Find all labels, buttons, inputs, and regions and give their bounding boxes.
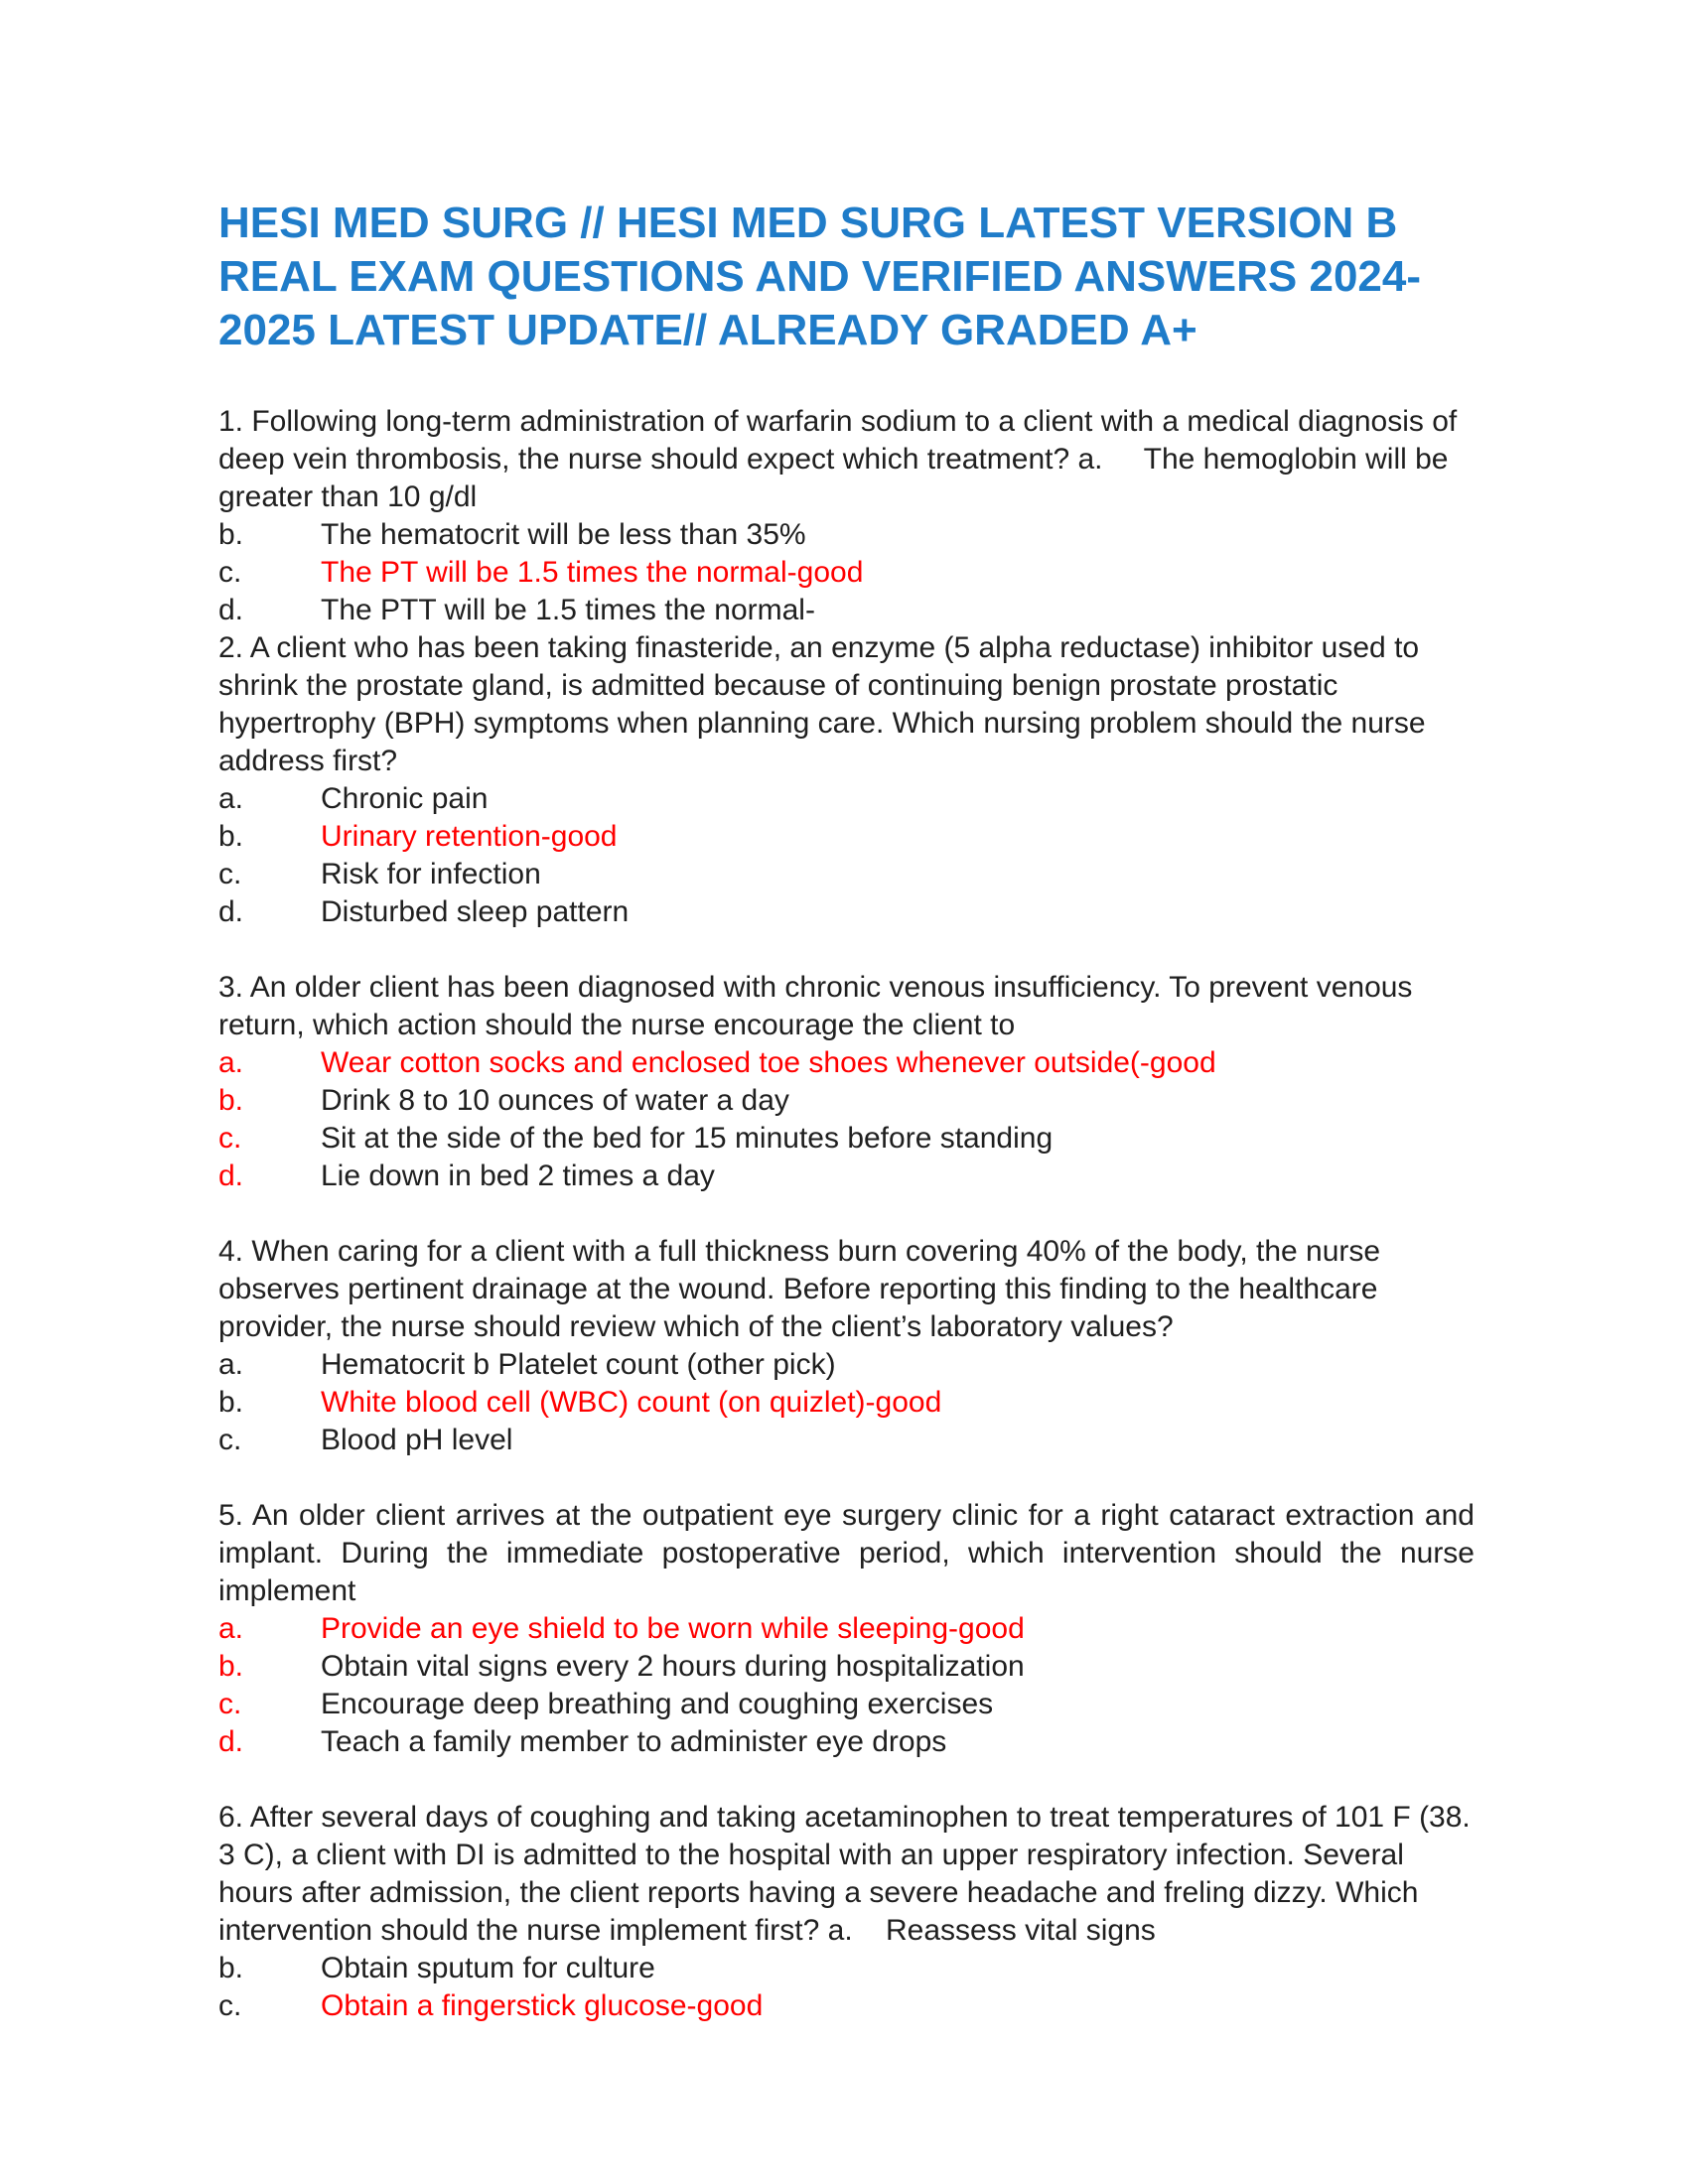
question-stem: 2. A client who has been taking finasteride, an enzyme (5 alpha reductase) inhibitor used to shrink the prostate gland, is admitted because of continuing benign prostate prostatic hypertrophy (BPH) symptoms when planning care. Which nursing problem should the nurse address first? bbox=[218, 631, 1426, 777]
option-text: Obtain sputum for culture bbox=[321, 1952, 655, 1984]
option-text: Risk for infection bbox=[321, 858, 541, 890]
option-letter: b. bbox=[218, 1650, 244, 1683]
option-letter: d. bbox=[218, 1725, 244, 1758]
question-stem: 5. An older client arrives at the outpatient eye surgery clinic for a right cataract extraction and implant. During the immediate postoperative period, which intervention should the nurse implement bbox=[218, 1499, 1475, 1607]
option-text: Hematocrit b Platelet count (other pick) bbox=[321, 1348, 836, 1381]
answer-option-row bbox=[218, 1384, 1475, 1422]
question-block bbox=[218, 969, 1475, 1195]
option-text: Blood pH level bbox=[321, 1424, 513, 1456]
option-letter: a. bbox=[218, 1348, 244, 1381]
answer-option-row bbox=[218, 554, 1475, 592]
option-text: Lie down in bed 2 times a day bbox=[321, 1160, 715, 1192]
question-stem: 3. An older client has been diagnosed with chronic venous insufficiency. To prevent venous return, which action should the nurse encourage the client to bbox=[218, 971, 1413, 1041]
option-letter: c. bbox=[218, 1122, 242, 1155]
question-block bbox=[218, 1233, 1475, 1459]
option-text: Disturbed sleep pattern bbox=[321, 895, 630, 928]
answer-option-row bbox=[218, 592, 1475, 629]
option-letter: b. bbox=[218, 518, 244, 551]
answer-option-row bbox=[218, 1648, 1475, 1686]
option-text: Obtain a fingerstick glucose-good bbox=[321, 1989, 764, 2022]
option-text: Provide an eye shield to be worn while sleeping-good bbox=[321, 1612, 1025, 1645]
option-letter: a. bbox=[218, 1612, 244, 1645]
option-letter: b. bbox=[218, 1084, 244, 1117]
option-text: Encourage deep breathing and coughing exercises bbox=[321, 1688, 994, 1720]
answer-option-row bbox=[218, 1610, 1475, 1648]
question-stem: 1. Following long-term administration of warfarin sodium to a client with a medical diagnosis of deep vein thrombosis, the nurse should expect which treatment? a. The hemoglobin will be greater than 10 g/dl bbox=[218, 405, 1458, 513]
answer-option-row bbox=[218, 516, 1475, 554]
question-list bbox=[218, 403, 1475, 2025]
option-letter: b. bbox=[218, 1386, 244, 1419]
question-block bbox=[218, 1497, 1475, 1761]
option-text: Chronic pain bbox=[321, 782, 489, 815]
question-block bbox=[218, 403, 1475, 629]
option-letter: c. bbox=[218, 1688, 242, 1720]
answer-option-row bbox=[218, 856, 1475, 893]
answer-option-row bbox=[218, 1950, 1475, 1987]
answer-option-row bbox=[218, 1346, 1475, 1384]
option-text: White blood cell (WBC) count (on quizlet)-good bbox=[321, 1386, 942, 1419]
answer-option-row bbox=[218, 1987, 1475, 2025]
option-letter: c. bbox=[218, 858, 242, 890]
option-text: The PTT will be 1.5 times the normal- bbox=[321, 594, 815, 626]
question-stem: 6. After several days of coughing and taking acetaminophen to treat temperatures of 101 F (38. 3 C), a client with DI is admitted to the hospital with an upper respiratory infection. Several hours after admission, the client reports having a severe headache and freling dizzy. Which intervention should the nurse implement first? a. Reassess vital signs bbox=[218, 1801, 1471, 1947]
option-letter: d. bbox=[218, 594, 244, 626]
answer-option-row bbox=[218, 1158, 1475, 1195]
option-letter: d. bbox=[218, 895, 244, 928]
option-text: Urinary retention-good bbox=[321, 820, 618, 853]
question-stem: 4. When caring for a client with a full thickness burn covering 40% of the body, the nurse observes pertinent drainage at the wound. Before reporting this finding to the healthcare provider, the nurse should review which of the client’s laboratory values? bbox=[218, 1235, 1381, 1343]
question-block bbox=[218, 1799, 1475, 2025]
option-letter: b. bbox=[218, 820, 244, 853]
option-letter: c. bbox=[218, 556, 242, 589]
question-block bbox=[218, 629, 1475, 931]
option-letter: d. bbox=[218, 1160, 244, 1192]
answer-option-row bbox=[218, 1723, 1475, 1761]
answer-option-row bbox=[218, 780, 1475, 818]
answer-option-row bbox=[218, 1686, 1475, 1723]
option-text: Sit at the side of the bed for 15 minutes before standing bbox=[321, 1122, 1054, 1155]
option-text: Teach a family member to administer eye drops bbox=[321, 1725, 947, 1758]
option-letter: a. bbox=[218, 782, 244, 815]
option-text: Obtain vital signs every 2 hours during hospitalization bbox=[321, 1650, 1025, 1683]
answer-option-row bbox=[218, 818, 1475, 856]
option-letter: c. bbox=[218, 1424, 242, 1456]
answer-option-row bbox=[218, 1422, 1475, 1459]
option-letter: c. bbox=[218, 1989, 242, 2022]
option-text: Wear cotton socks and enclosed toe shoes whenever outside(-good bbox=[321, 1046, 1216, 1079]
answer-option-row bbox=[218, 1082, 1475, 1120]
answer-option-row bbox=[218, 1044, 1475, 1082]
answer-option-row bbox=[218, 893, 1475, 931]
option-text: The PT will be 1.5 times the normal-good bbox=[321, 556, 864, 589]
option-letter: a. bbox=[218, 1046, 244, 1079]
option-text: Drink 8 to 10 ounces of water a day bbox=[321, 1084, 789, 1117]
option-letter: b. bbox=[218, 1952, 244, 1984]
option-text: The hematocrit will be less than 35% bbox=[321, 518, 806, 551]
document-title: HESI MED SURG // HESI MED SURG LATEST VERSION B REAL EXAM QUESTIONS AND VERIFIED ANSWERS 2024-2025 LATEST UPDATE// ALREADY GRADED A+ bbox=[218, 199, 1422, 354]
answer-option-row bbox=[218, 1120, 1475, 1158]
